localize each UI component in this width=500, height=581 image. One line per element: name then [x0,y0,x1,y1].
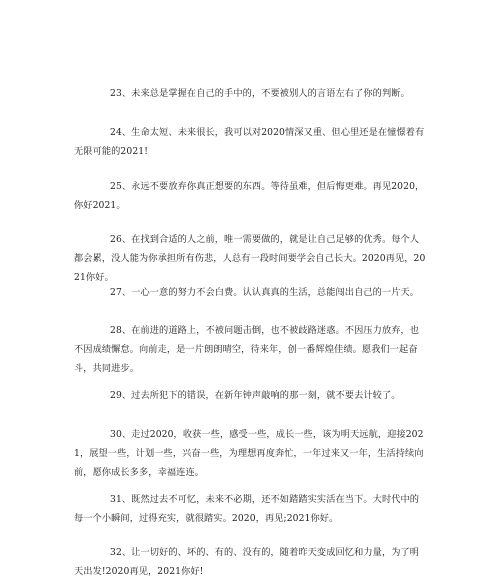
paragraph-29: 29、过去所犯下的错误，在新年钟声敲响的那一刻，就不要去计较了。 [110,390,401,401]
paragraph-32: 32、让一切好的、坏的、有的、没有的，随着昨天变成回忆和力量，为了明天出发!2020再见，2021你好! [74,547,420,577]
paragraph-26: 26、在找到合适的人之前，唯一需要做的，就是让自己足够的优秀。每个人都会累，没人能为你承担所有伤悲，人总有一段时间要学会自己长大。2020再见，2021你好。 [74,234,426,283]
paragraph-23: 23、未来总是掌握在自己的手中的，不要被别人的言语左右了你的判断。 [110,88,410,99]
paragraph-24: 24、生命太短、未来很长，我可以对2020情深又重、但心里还是在憧憬着有无限可能的2021! [74,127,425,157]
paragraph-31: 31、既然过去不可忆，未来不必期，还不如踏踏实实活在当下。大时代中的每一个小瞬间，过得充实，就很踏实。2020，再见;2021你好。 [74,494,420,524]
paragraph-28: 28、在前进的道路上，不被问题击倒，也不被歧路迷惑。不因压力放弃，也不因成绩懈怠。向前走，是一片朗朗晴空，待来年，创一番辉煌佳绩。愿我们一起奋斗，共同进步。 [74,325,420,374]
paragraph-30: 30、走过2020，收获一些，感受一些，成长一些，该为明天远航，迎接2021，展望一些，计划一些，兴奋一些，为理想再度奔忙，一年过来又一年，生活持续向前，愿你成长多多，幸福连连。 [74,429,424,478]
paragraph-25: 25、永远不要放弃你真正想要的东西。等待虽难，但后悔更难。再见2020，你好2021。 [74,181,425,211]
paragraph-27: 27、一心一意的努力不会白费。认认真真的生活，总能闯出自己的一片天。 [110,287,420,298]
